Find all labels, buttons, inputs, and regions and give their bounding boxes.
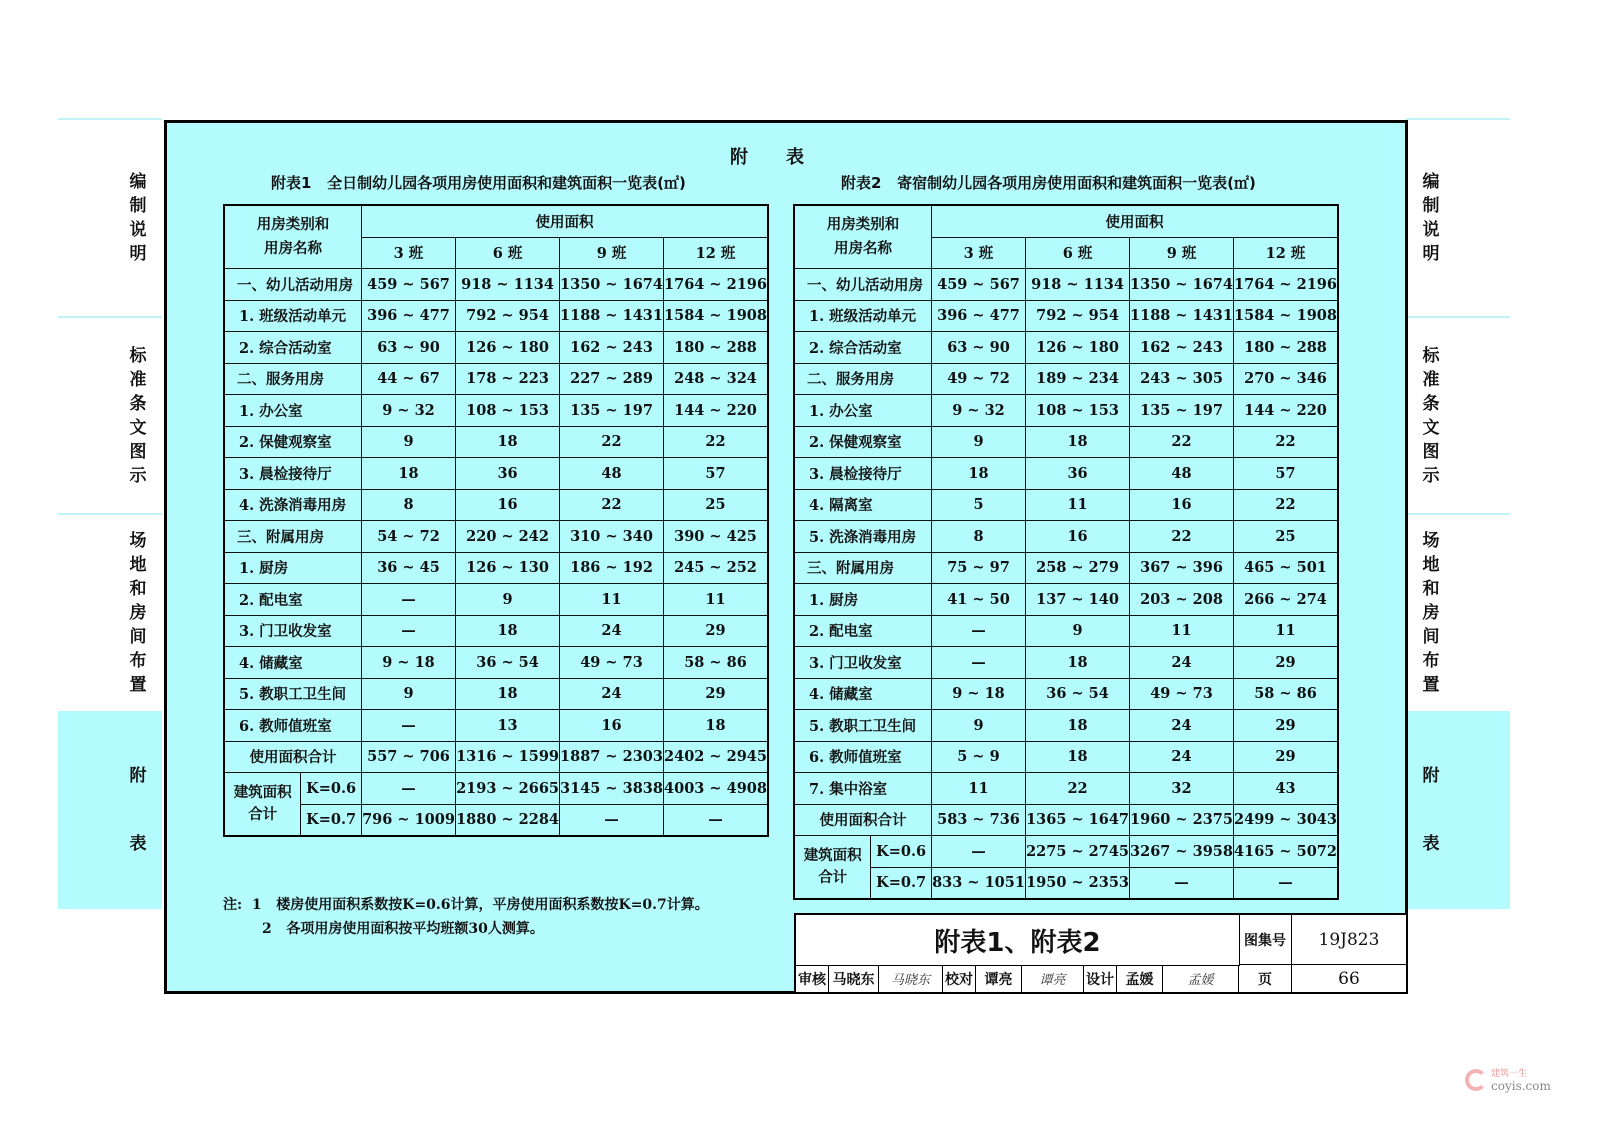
area-value: 9 ~ 18 <box>931 678 1025 710</box>
side-tab-standard-illustrations-right[interactable] <box>1406 318 1510 513</box>
area-value: 258 ~ 279 <box>1026 552 1130 584</box>
area-value: 9 <box>931 710 1025 742</box>
room-name: 3. 晨检接待厅 <box>794 458 931 490</box>
room-name: 1. 办公室 <box>794 395 931 427</box>
area-value: — <box>931 615 1025 647</box>
column-header: 6 班 <box>456 237 560 269</box>
area-value: 9 <box>1026 615 1130 647</box>
area-value: 1350 ~ 1674 <box>560 269 664 301</box>
area-value: 11 <box>1026 489 1130 521</box>
table-row <box>224 458 768 490</box>
table-row <box>794 395 1338 427</box>
area-value: 16 <box>1130 489 1234 521</box>
area-value: 24 <box>1130 741 1234 773</box>
atlas-label: 图集号 <box>1239 915 1292 965</box>
design-label: 设计 <box>1084 965 1117 993</box>
table-row <box>794 332 1338 364</box>
building-total-value: 1880 ~ 2284 <box>456 804 560 836</box>
building-total-label-line1: 建筑面积 <box>233 784 292 801</box>
area-value: 49 ~ 72 <box>931 363 1025 395</box>
area-value: 18 <box>456 615 560 647</box>
area-value: 54 ~ 72 <box>361 521 455 553</box>
watermark-en: coyis.com <box>1491 1079 1551 1093</box>
area-value: 24 <box>1130 710 1234 742</box>
area-value: 29 <box>1234 647 1339 679</box>
area-value: 57 <box>1234 458 1339 490</box>
room-name: 2. 综合活动室 <box>224 332 361 364</box>
usable-total-value: 557 ~ 706 <box>361 741 455 773</box>
building-total-value: 2193 ~ 2665 <box>456 773 560 805</box>
area-value: — <box>931 647 1025 679</box>
category-header-line2: 用房名称 <box>833 240 892 257</box>
k-coefficient: K=0.6 <box>301 773 362 805</box>
area-value: 178 ~ 223 <box>456 363 560 395</box>
area-value: 792 ~ 954 <box>1026 300 1130 332</box>
header-row <box>794 205 1338 237</box>
area-value: 248 ~ 324 <box>664 363 769 395</box>
area-value: 459 ~ 567 <box>931 269 1025 301</box>
area-value: 18 <box>456 426 560 458</box>
area-value: 1584 ~ 1908 <box>1234 300 1339 332</box>
area-value: 135 ~ 197 <box>560 395 664 427</box>
designer-signature: 孟媛 <box>1163 965 1239 993</box>
area-value: 792 ~ 954 <box>456 300 560 332</box>
area-value: 137 ~ 140 <box>1026 584 1130 616</box>
area-value: 22 <box>1234 489 1339 521</box>
area-value: 5 <box>931 489 1025 521</box>
area-value: 180 ~ 288 <box>664 332 769 364</box>
watermark <box>1465 1068 1551 1092</box>
room-name: 4. 隔离室 <box>794 489 931 521</box>
building-total-value: 4003 ~ 4908 <box>664 773 769 805</box>
table-row <box>794 363 1338 395</box>
area-value: 918 ~ 1134 <box>1026 269 1130 301</box>
area-value: 126 ~ 180 <box>1026 332 1130 364</box>
area-value: 44 ~ 67 <box>361 363 455 395</box>
building-total-value: 833 ~ 1051 <box>931 867 1025 899</box>
area-value: 396 ~ 477 <box>361 300 455 332</box>
area-value: 43 <box>1234 773 1339 805</box>
area-value: 9 ~ 32 <box>361 395 455 427</box>
table-row <box>224 521 768 553</box>
area-value: 5 ~ 9 <box>931 741 1025 773</box>
area-value: 32 <box>1130 773 1234 805</box>
area-value: 22 <box>560 489 664 521</box>
area-value: 1188 ~ 1431 <box>1130 300 1234 332</box>
building-total-label-line1: 建筑面积 <box>803 847 862 864</box>
table-row <box>224 489 768 521</box>
category-header-line2: 用房名称 <box>263 240 322 257</box>
area-value: 18 <box>931 458 1025 490</box>
area-value: 203 ~ 208 <box>1130 584 1234 616</box>
area-value: 390 ~ 425 <box>664 521 769 553</box>
side-tab-label: 附 表 <box>129 766 147 854</box>
table-row <box>794 552 1338 584</box>
side-tab-appendix[interactable] <box>58 711 162 909</box>
k-coefficient: K=0.7 <box>871 867 932 899</box>
check-label: 校对 <box>943 965 976 993</box>
room-name: 1. 班级活动单元 <box>224 300 361 332</box>
area-value: 22 <box>1234 426 1339 458</box>
area-value: 16 <box>456 489 560 521</box>
area-value: 310 ~ 340 <box>560 521 664 553</box>
area-value: 22 <box>560 426 664 458</box>
area-value: 16 <box>560 710 664 742</box>
drawing-title: 附表1、附表2 <box>796 915 1240 966</box>
table-row <box>224 395 768 427</box>
column-header: 12 班 <box>664 237 769 269</box>
table1-title: 附表1 全日制幼儿园各项用房使用面积和建筑面积一览表(㎡) <box>271 174 686 192</box>
side-tab-compilation-notes-right[interactable] <box>1406 120 1510 316</box>
building-total-value: 796 ~ 1009 <box>361 804 455 836</box>
room-name: 3. 晨检接待厅 <box>224 458 361 490</box>
drawing-sheet <box>164 120 1408 994</box>
column-header: 12 班 <box>1234 237 1339 269</box>
category-header <box>224 205 361 269</box>
table-row <box>224 332 768 364</box>
area-value: 144 ~ 220 <box>664 395 769 427</box>
table-row <box>224 647 768 679</box>
area-value: 396 ~ 477 <box>931 300 1025 332</box>
table-row <box>224 584 768 616</box>
side-tab-site-room-layout-right[interactable] <box>1406 515 1510 711</box>
area-value: 189 ~ 234 <box>1026 363 1130 395</box>
room-name: 4. 储藏室 <box>224 647 361 679</box>
area-value: 162 ~ 243 <box>560 332 664 364</box>
room-name: 3. 门卫收发室 <box>794 647 931 679</box>
table-row <box>224 269 768 301</box>
room-name: 三、附属用房 <box>224 521 361 553</box>
room-name: 2. 保健观察室 <box>794 426 931 458</box>
side-tab-label: 标 准 条 文 图 示 <box>129 345 147 486</box>
notes <box>223 893 709 941</box>
category-header <box>794 205 931 269</box>
area-value: 186 ~ 192 <box>560 552 664 584</box>
area-value: 220 ~ 242 <box>456 521 560 553</box>
area-value: 18 <box>664 710 769 742</box>
area-value: 24 <box>1130 647 1234 679</box>
building-total-row-k07 <box>794 867 1338 899</box>
usable-total-value: 1960 ~ 2375 <box>1130 804 1234 836</box>
area-value: 48 <box>1130 458 1234 490</box>
area-value: 459 ~ 567 <box>361 269 455 301</box>
building-total-label <box>224 773 301 837</box>
building-total-row-k06 <box>794 836 1338 868</box>
area-value: 75 ~ 97 <box>931 552 1025 584</box>
building-total-label-line2: 合计 <box>818 869 848 886</box>
column-header: 9 班 <box>1130 237 1234 269</box>
building-total-value: 4165 ~ 5072 <box>1234 836 1339 868</box>
page-label: 页 <box>1239 965 1292 993</box>
area-value: 1764 ~ 2196 <box>664 269 769 301</box>
building-total-label <box>794 836 871 900</box>
building-total-value: — <box>1130 867 1234 899</box>
room-name: 1. 厨房 <box>224 552 361 584</box>
building-total-value: — <box>664 804 769 836</box>
building-total-value: — <box>560 804 664 836</box>
table-row <box>224 552 768 584</box>
room-name: 5. 教职工卫生间 <box>794 710 931 742</box>
area-value: 918 ~ 1134 <box>456 269 560 301</box>
area-value: 9 <box>361 426 455 458</box>
area-value: 36 ~ 54 <box>456 647 560 679</box>
area-value: 57 <box>664 458 769 490</box>
area-value: 243 ~ 305 <box>1130 363 1234 395</box>
room-name: 3. 门卫收发室 <box>224 615 361 647</box>
building-total-value: 1950 ~ 2353 <box>1026 867 1130 899</box>
area-value: 108 ~ 153 <box>456 395 560 427</box>
usable-total-label: 使用面积合计 <box>224 741 361 773</box>
area-value: 24 <box>560 615 664 647</box>
area-value: 49 ~ 73 <box>560 647 664 679</box>
room-name: 三、附属用房 <box>794 552 931 584</box>
area-value: 29 <box>1234 710 1339 742</box>
room-name: 6. 教师值班室 <box>224 710 361 742</box>
area-value: 162 ~ 243 <box>1130 332 1234 364</box>
side-tab-compilation-notes[interactable] <box>58 120 162 316</box>
area-value: 11 <box>664 584 769 616</box>
room-name: 二、服务用房 <box>224 363 361 395</box>
area-value: 9 <box>361 678 455 710</box>
area-value: 18 <box>456 678 560 710</box>
area-value: 24 <box>560 678 664 710</box>
table-row <box>794 584 1338 616</box>
column-header: 3 班 <box>361 237 455 269</box>
page-number: 66 <box>1292 965 1407 993</box>
room-name: 2. 配电室 <box>794 615 931 647</box>
area-value: 245 ~ 252 <box>664 552 769 584</box>
review-label: 审核 <box>796 965 829 993</box>
room-name: 一、幼儿活动用房 <box>224 269 361 301</box>
area-value: 25 <box>1234 521 1339 553</box>
table-row <box>794 521 1338 553</box>
area-value: 63 ~ 90 <box>931 332 1025 364</box>
table-row <box>794 710 1338 742</box>
area-value: 22 <box>1130 426 1234 458</box>
table-row <box>224 615 768 647</box>
table-row <box>224 300 768 332</box>
side-tab-label: 标 准 条 文 图 示 <box>1422 345 1440 486</box>
area-value: 108 ~ 153 <box>1026 395 1130 427</box>
area-value: 1764 ~ 2196 <box>1234 269 1339 301</box>
category-header-line1: 用房类别和 <box>826 216 900 233</box>
area-value: 9 <box>931 426 1025 458</box>
area-value: 180 ~ 288 <box>1234 332 1339 364</box>
area-value: 1188 ~ 1431 <box>560 300 664 332</box>
checker-signature: 谭亮 <box>1022 965 1084 993</box>
area-value: 13 <box>456 710 560 742</box>
room-name: 一、幼儿活动用房 <box>794 269 931 301</box>
room-name: 5. 洗涤消毒用房 <box>794 521 931 553</box>
usable-total-value: 2402 ~ 2945 <box>664 741 769 773</box>
area-value: 270 ~ 346 <box>1234 363 1339 395</box>
area-value: 11 <box>1234 615 1339 647</box>
usable-total-value: 1887 ~ 2303 <box>560 741 664 773</box>
area-value: 8 <box>361 489 455 521</box>
designer-name: 孟媛 <box>1117 965 1163 993</box>
title-block <box>794 913 1407 993</box>
table1 <box>223 204 769 837</box>
area-value: 9 ~ 32 <box>931 395 1025 427</box>
table-row <box>224 426 768 458</box>
area-value: 58 ~ 86 <box>1234 678 1339 710</box>
table-row <box>794 773 1338 805</box>
area-value: 36 ~ 54 <box>1026 678 1130 710</box>
column-header: 3 班 <box>931 237 1025 269</box>
reviewer-name: 马晓东 <box>829 965 879 993</box>
usable-area-header: 使用面积 <box>361 205 768 237</box>
side-tab-label: 场 地 和 房 间 布 置 <box>129 531 147 695</box>
area-value: 11 <box>560 584 664 616</box>
watermark-logo-icon <box>1465 1069 1487 1091</box>
room-name: 1. 办公室 <box>224 395 361 427</box>
table-row <box>794 458 1338 490</box>
room-name: 二、服务用房 <box>794 363 931 395</box>
building-total-value: — <box>1234 867 1339 899</box>
area-value: 8 <box>931 521 1025 553</box>
side-tab-label: 编 制 说 明 <box>129 172 147 264</box>
side-tab-label: 附 表 <box>1422 766 1440 854</box>
table-row <box>794 615 1338 647</box>
area-value: 25 <box>664 489 769 521</box>
usable-total-value: 1365 ~ 1647 <box>1026 804 1130 836</box>
area-value: 11 <box>931 773 1025 805</box>
table2-title: 附表2 寄宿制幼儿园各项用房使用面积和建筑面积一览表(㎡) <box>841 174 1256 192</box>
usable-total-label: 使用面积合计 <box>794 804 931 836</box>
note-2: 2 各项用房使用面积按平均班额30人测算。 <box>223 921 544 937</box>
table-row <box>224 363 768 395</box>
area-value: 36 <box>1026 458 1130 490</box>
k-coefficient: K=0.7 <box>301 804 362 836</box>
area-value: 465 ~ 501 <box>1234 552 1339 584</box>
area-value: 18 <box>1026 710 1130 742</box>
side-tab-label: 场 地 和 房 间 布 置 <box>1422 531 1440 695</box>
table-row <box>794 489 1338 521</box>
area-value: 29 <box>664 615 769 647</box>
usable-area-header: 使用面积 <box>931 205 1338 237</box>
table-row <box>794 647 1338 679</box>
side-tab-standard-illustrations[interactable] <box>58 318 162 513</box>
room-name: 2. 综合活动室 <box>794 332 931 364</box>
area-value: 63 ~ 90 <box>361 332 455 364</box>
usable-total-value: 583 ~ 736 <box>931 804 1025 836</box>
area-value: 16 <box>1026 521 1130 553</box>
area-value: — <box>361 584 455 616</box>
area-value: 22 <box>1130 521 1234 553</box>
building-total-value: 2275 ~ 2745 <box>1026 836 1130 868</box>
category-header-line1: 用房类别和 <box>256 216 330 233</box>
area-value: 18 <box>1026 426 1130 458</box>
area-value: 367 ~ 396 <box>1130 552 1234 584</box>
area-value: 22 <box>664 426 769 458</box>
building-total-row-k07 <box>224 804 768 836</box>
area-value: 18 <box>1026 647 1130 679</box>
table-row <box>794 741 1338 773</box>
area-value: 11 <box>1130 615 1234 647</box>
usable-total-value: 1316 ~ 1599 <box>456 741 560 773</box>
room-name: 1. 厨房 <box>794 584 931 616</box>
area-value: — <box>361 615 455 647</box>
area-value: 48 <box>560 458 664 490</box>
area-value: 36 ~ 45 <box>361 552 455 584</box>
area-value: — <box>361 710 455 742</box>
building-total-value: — <box>931 836 1025 868</box>
table-row <box>794 426 1338 458</box>
usable-total-value: 2499 ~ 3043 <box>1234 804 1339 836</box>
area-value: 18 <box>1026 741 1130 773</box>
room-name: 5. 教职工卫生间 <box>224 678 361 710</box>
area-value: 1350 ~ 1674 <box>1130 269 1234 301</box>
page-title: 附表 <box>730 147 842 168</box>
column-header: 6 班 <box>1026 237 1130 269</box>
area-value: 126 ~ 130 <box>456 552 560 584</box>
room-name: 4. 储藏室 <box>794 678 931 710</box>
area-value: 126 ~ 180 <box>456 332 560 364</box>
room-name: 7. 集中浴室 <box>794 773 931 805</box>
side-tab-label: 编 制 说 明 <box>1422 172 1440 264</box>
area-value: 227 ~ 289 <box>560 363 664 395</box>
area-value: 22 <box>1026 773 1130 805</box>
building-total-label-line2: 合计 <box>248 806 278 823</box>
header-row <box>224 205 768 237</box>
area-value: 144 ~ 220 <box>1234 395 1339 427</box>
usable-total-row <box>224 741 768 773</box>
area-value: 1584 ~ 1908 <box>664 300 769 332</box>
area-value: 135 ~ 197 <box>1130 395 1234 427</box>
table2 <box>793 204 1339 900</box>
area-value: 29 <box>664 678 769 710</box>
area-value: 9 ~ 18 <box>361 647 455 679</box>
area-value: 58 ~ 86 <box>664 647 769 679</box>
note-1: 注: 1 楼房使用面积系数按K=0.6计算，平房使用面积系数按K=0.7计算。 <box>223 897 709 913</box>
side-tab-appendix-right[interactable] <box>1406 711 1510 909</box>
reviewer-signature: 马晓东 <box>879 965 943 993</box>
area-value: 49 ~ 73 <box>1130 678 1234 710</box>
k-coefficient: K=0.6 <box>871 836 932 868</box>
table-row <box>224 710 768 742</box>
room-name: 4. 洗涤消毒用房 <box>224 489 361 521</box>
table-row <box>224 678 768 710</box>
side-tab-site-room-layout[interactable] <box>58 515 162 711</box>
building-total-value: — <box>361 773 455 805</box>
area-value: 9 <box>456 584 560 616</box>
area-value: 41 ~ 50 <box>931 584 1025 616</box>
table-row <box>794 300 1338 332</box>
area-value: 18 <box>361 458 455 490</box>
room-name: 2. 配电室 <box>224 584 361 616</box>
building-total-row-k06 <box>224 773 768 805</box>
area-value: 36 <box>456 458 560 490</box>
room-name: 1. 班级活动单元 <box>794 300 931 332</box>
table-row <box>794 269 1338 301</box>
area-value: 29 <box>1234 741 1339 773</box>
atlas-number: 19J823 <box>1292 915 1407 965</box>
room-name: 2. 保健观察室 <box>224 426 361 458</box>
table-row <box>794 678 1338 710</box>
watermark-cn: 建筑一生 <box>1491 1069 1528 1079</box>
building-total-value: 3145 ~ 3838 <box>560 773 664 805</box>
column-header: 9 班 <box>560 237 664 269</box>
usable-total-row <box>794 804 1338 836</box>
room-name: 6. 教师值班室 <box>794 741 931 773</box>
area-value: 266 ~ 274 <box>1234 584 1339 616</box>
building-total-value: 3267 ~ 3958 <box>1130 836 1234 868</box>
checker-name: 谭亮 <box>976 965 1022 993</box>
